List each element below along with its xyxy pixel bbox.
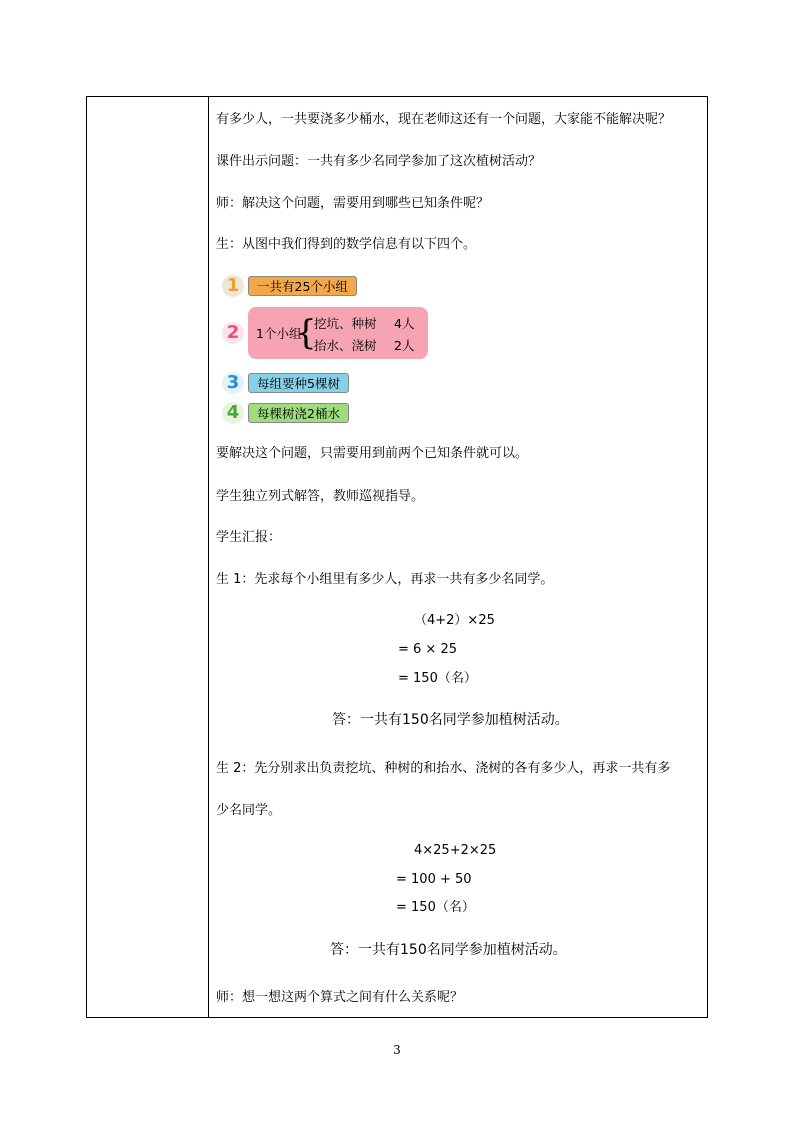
page-number: 3: [393, 1043, 401, 1057]
group-label: 1个小组: [256, 326, 302, 341]
text-line: 课件出示问题：一共有多少名同学参加了这次植树活动？: [216, 154, 542, 169]
task-carry-water: 抬水、浇树: [314, 338, 377, 353]
text-line: 学生汇报：: [216, 530, 282, 545]
equation-step: （4+2）×25: [414, 613, 495, 628]
number-3-icon: 3: [222, 372, 244, 394]
text-line: 师：想一想这两个算式之间有什么关系呢？: [216, 990, 464, 1005]
number-4-icon: 4: [222, 402, 244, 424]
text-line: 生 2：先分别求出负责挖坑、种树的和抬水、浇树的各有多少人，再求一共有多: [216, 761, 671, 776]
task-dig-plant: 挖坑、种树: [314, 316, 377, 331]
task-dig-plant-count: 4人: [394, 316, 415, 331]
answer-line: 答：一共有150名同学参加植树活动。: [330, 942, 567, 958]
condition-2: [222, 307, 428, 359]
equation-step: = 150（名）: [396, 900, 475, 915]
condition-3: [222, 372, 349, 394]
task-carry-water-count: 2人: [394, 338, 415, 353]
text-line: 要解决这个问题，只需要用到前两个已知条件就可以。: [216, 446, 529, 461]
condition-4-label: 每棵树浇2桶水: [248, 403, 349, 423]
answer-line: 答：一共有150名同学参加植树活动。: [332, 712, 569, 728]
text-line: 生 1：先求每个小组里有多少人，再求一共有多少名同学。: [216, 572, 554, 587]
brace-icon: {: [295, 313, 317, 353]
condition-4: [222, 402, 349, 424]
content-cell: [216, 97, 699, 1017]
lesson-table: [86, 96, 708, 1018]
text-line: 有多少人，一共要浇多少桶水，现在老师这还有一个问题，大家能不能解决呢？: [216, 112, 672, 127]
condition-1-label: 一共有25个小组: [248, 276, 357, 296]
text-line: 少名同学。: [216, 803, 282, 818]
equation-step: = 100 + 50: [396, 872, 472, 887]
equation-step: 4×25+2×25: [414, 843, 497, 858]
condition-1: [222, 275, 357, 297]
column-divider: [208, 97, 209, 1017]
number-2-icon: 2: [222, 322, 244, 344]
text-line: 师：解决这个问题，需要用到哪些已知条件呢？: [216, 196, 490, 211]
text-line: 生：从图中我们得到的数学信息有以下四个。: [216, 237, 477, 252]
text-line: 学生独立列式解答，教师巡视指导。: [216, 489, 425, 504]
equation-step: = 150（名）: [398, 671, 477, 686]
equation-step: = 6 × 25: [398, 642, 457, 657]
number-1-icon: 1: [222, 275, 244, 297]
condition-3-label: 每组要种5棵树: [248, 373, 349, 393]
condition-2-box: [248, 307, 428, 359]
